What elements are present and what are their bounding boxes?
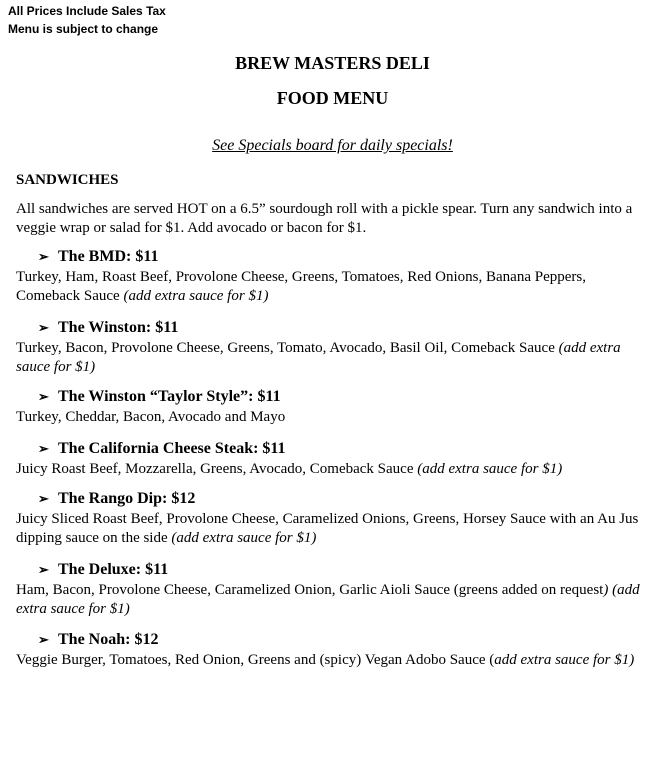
deli-title: BREW MASTERS DELI: [235, 53, 430, 73]
menu-change-note: Menu is subject to change: [8, 22, 159, 36]
item-description: [16, 651, 646, 670]
section-heading: SANDWICHES: [16, 172, 119, 188]
arrow-bullet-icon: ➢: [38, 249, 49, 264]
sales-tax-note: All Prices Include Sales Tax: [8, 4, 166, 18]
item-desc-text: Turkey, Ham, Roast Beef, Provolone Cheese, Greens, Tomatoes, Red Onions, Banana Peppers, Comeback Sauce: [16, 269, 586, 304]
item-name: The BMD: $11: [58, 248, 159, 265]
arrow-bullet-icon: ➢: [38, 562, 49, 577]
item-desc-text: Turkey, Bacon, Provolone Cheese, Greens, Tomato, Avocado, Basil Oil, Comeback Sauce: [16, 340, 559, 356]
item-extra-note: (add extra sauce for $1): [16, 340, 621, 375]
section-intro: All sandwiches are served HOT on a 6.5” sourdough roll with a pickle spear. Turn any sandwich into a veggie wrap or salad for $1. Add avocado or bacon for $1.: [16, 201, 633, 236]
item-desc-text: Ham, Bacon, Provolone Cheese, Caramelized Onion, Garlic Aioli Sauce (greens added on request: [16, 582, 604, 598]
item-description: [16, 268, 646, 306]
item-description: [16, 460, 646, 479]
item-name: The Winston “Taylor Style”: $11: [58, 388, 281, 405]
item-extra-note: (add extra sauce for $1): [123, 288, 269, 304]
item-desc-text: Juicy Sliced Roast Beef, Provolone Cheese, Caramelized Onions, Greens, Horsey Sauce with an Au Jus dipping sauce on the side: [16, 511, 639, 546]
item-desc-text: Turkey, Cheddar, Bacon, Avocado and Mayo: [16, 409, 286, 425]
menu-item-heading: [38, 388, 281, 406]
menu-item-heading: [38, 440, 286, 458]
item-name: The California Cheese Steak: $11: [58, 440, 286, 457]
arrow-bullet-icon: ➢: [38, 441, 49, 456]
item-description: [16, 510, 646, 548]
menu-title: FOOD MENU: [276, 88, 389, 108]
menu-item-heading: [38, 490, 195, 508]
specials-note: See Specials board for daily specials!: [212, 137, 453, 154]
menu-item-heading: [38, 248, 158, 266]
arrow-bullet-icon: ➢: [38, 389, 49, 404]
arrow-bullet-icon: ➢: [38, 491, 49, 506]
item-desc-text: Juicy Roast Beef, Mozzarella, Greens, Avocado, Comeback Sauce: [16, 461, 418, 477]
item-description: [16, 581, 646, 619]
item-extra-note: (add extra sauce for $1): [171, 530, 317, 546]
arrow-bullet-icon: ➢: [38, 632, 49, 647]
item-name: The Noah: $12: [58, 631, 159, 648]
item-description: [16, 339, 646, 377]
arrow-bullet-icon: ➢: [38, 320, 49, 335]
item-name: The Winston: $11: [58, 319, 179, 336]
item-desc-text: Veggie Burger, Tomatoes, Red Onion, Greens and (spicy) Vegan Adobo Sauce (: [16, 652, 495, 668]
item-description: [16, 408, 646, 427]
item-name: The Deluxe: $11: [58, 561, 169, 578]
menu-item-heading: [38, 319, 178, 337]
item-extra-note: ) (add extra sauce for $1): [16, 582, 640, 617]
item-extra-note: add extra sauce for $1): [494, 652, 635, 668]
item-extra-note: (add extra sauce for $1): [417, 461, 563, 477]
menu-item-heading: [38, 561, 168, 579]
item-name: The Rango Dip: $12: [58, 490, 196, 507]
menu-item-heading: [38, 631, 158, 649]
